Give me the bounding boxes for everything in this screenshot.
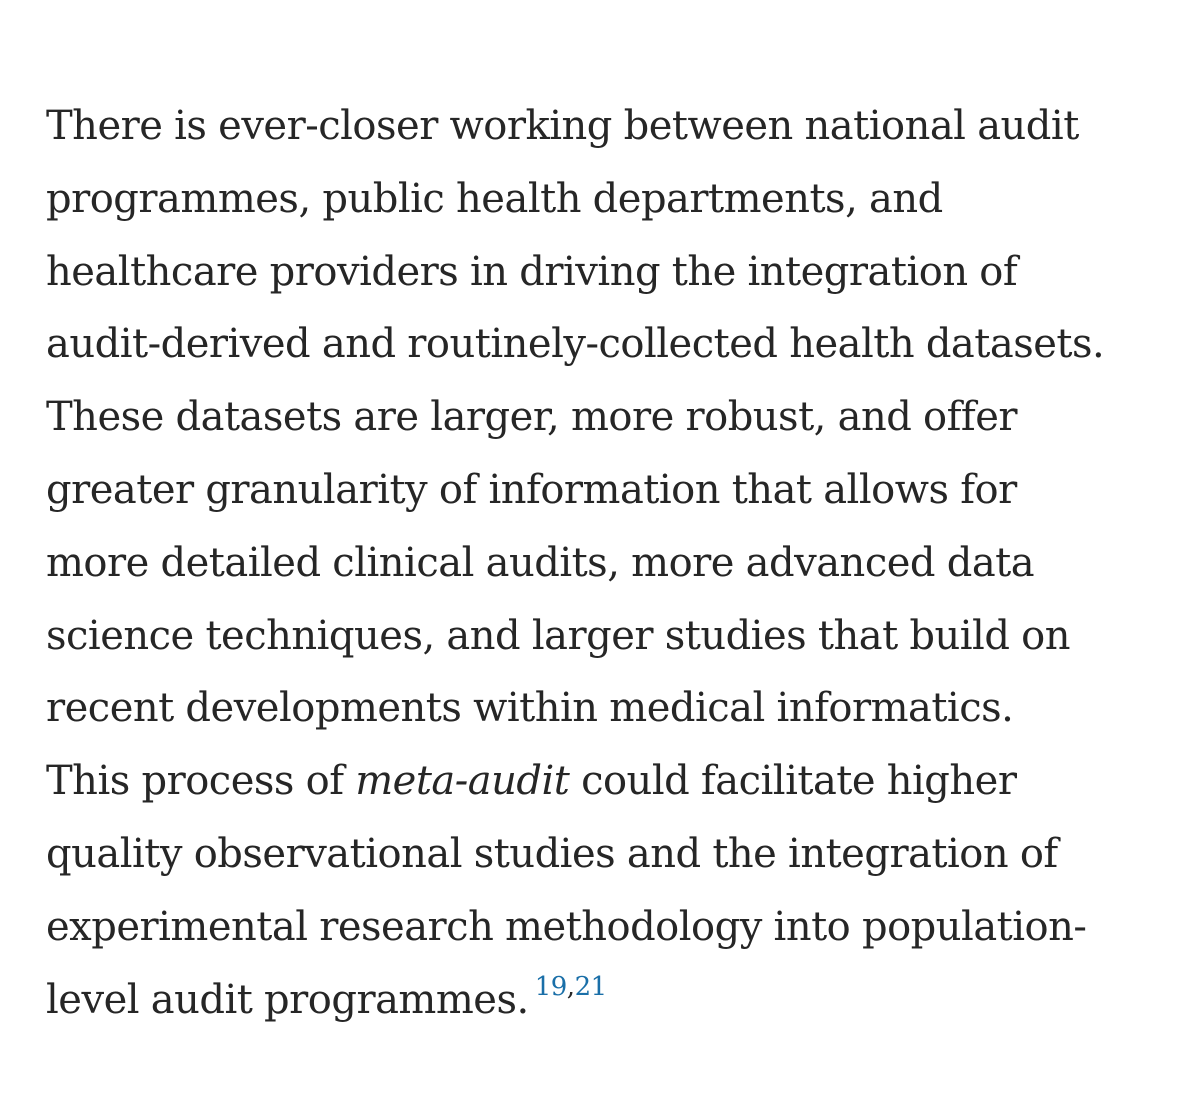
body-paragraph <box>46 90 1186 1036</box>
citation-group <box>535 972 607 1002</box>
paragraph-line: experimental research methodology into population- <box>46 903 1087 950</box>
citation-separator: , <box>566 971 575 1002</box>
paragraph-line: quality observational studies and the integration of <box>46 830 1058 877</box>
line-text: level audit programmes. <box>46 976 529 1023</box>
paragraph-line: audit-derived and routinely-collected health datasets. <box>46 321 1105 368</box>
paragraph-line: science techniques, and larger studies that build on <box>46 612 1070 659</box>
paragraph-line: These datasets are larger, more robust, and offer <box>46 394 1018 441</box>
paragraph-line: healthcare providers in driving the integration of <box>46 248 1018 295</box>
emphasized-term: meta-audit <box>355 758 570 805</box>
paragraph-line: programmes, public health departments, and <box>46 175 943 222</box>
line-text: This process of <box>46 758 356 805</box>
paragraph-line: There is ever-closer working between national audit <box>46 103 1079 149</box>
line-text: could facilitate higher <box>569 758 1017 805</box>
citation-link-21[interactable]: 21 <box>574 971 607 1002</box>
paragraph-line: more detailed clinical audits, more advanced data <box>46 539 1035 586</box>
paragraph-line: recent developments within medical informatics. <box>46 685 1014 732</box>
paragraph-line <box>46 964 1186 1037</box>
citation-link-19[interactable]: 19 <box>534 971 567 1002</box>
paragraph-line <box>46 745 1186 818</box>
paragraph-line: greater granularity of information that allows for <box>46 466 1017 513</box>
